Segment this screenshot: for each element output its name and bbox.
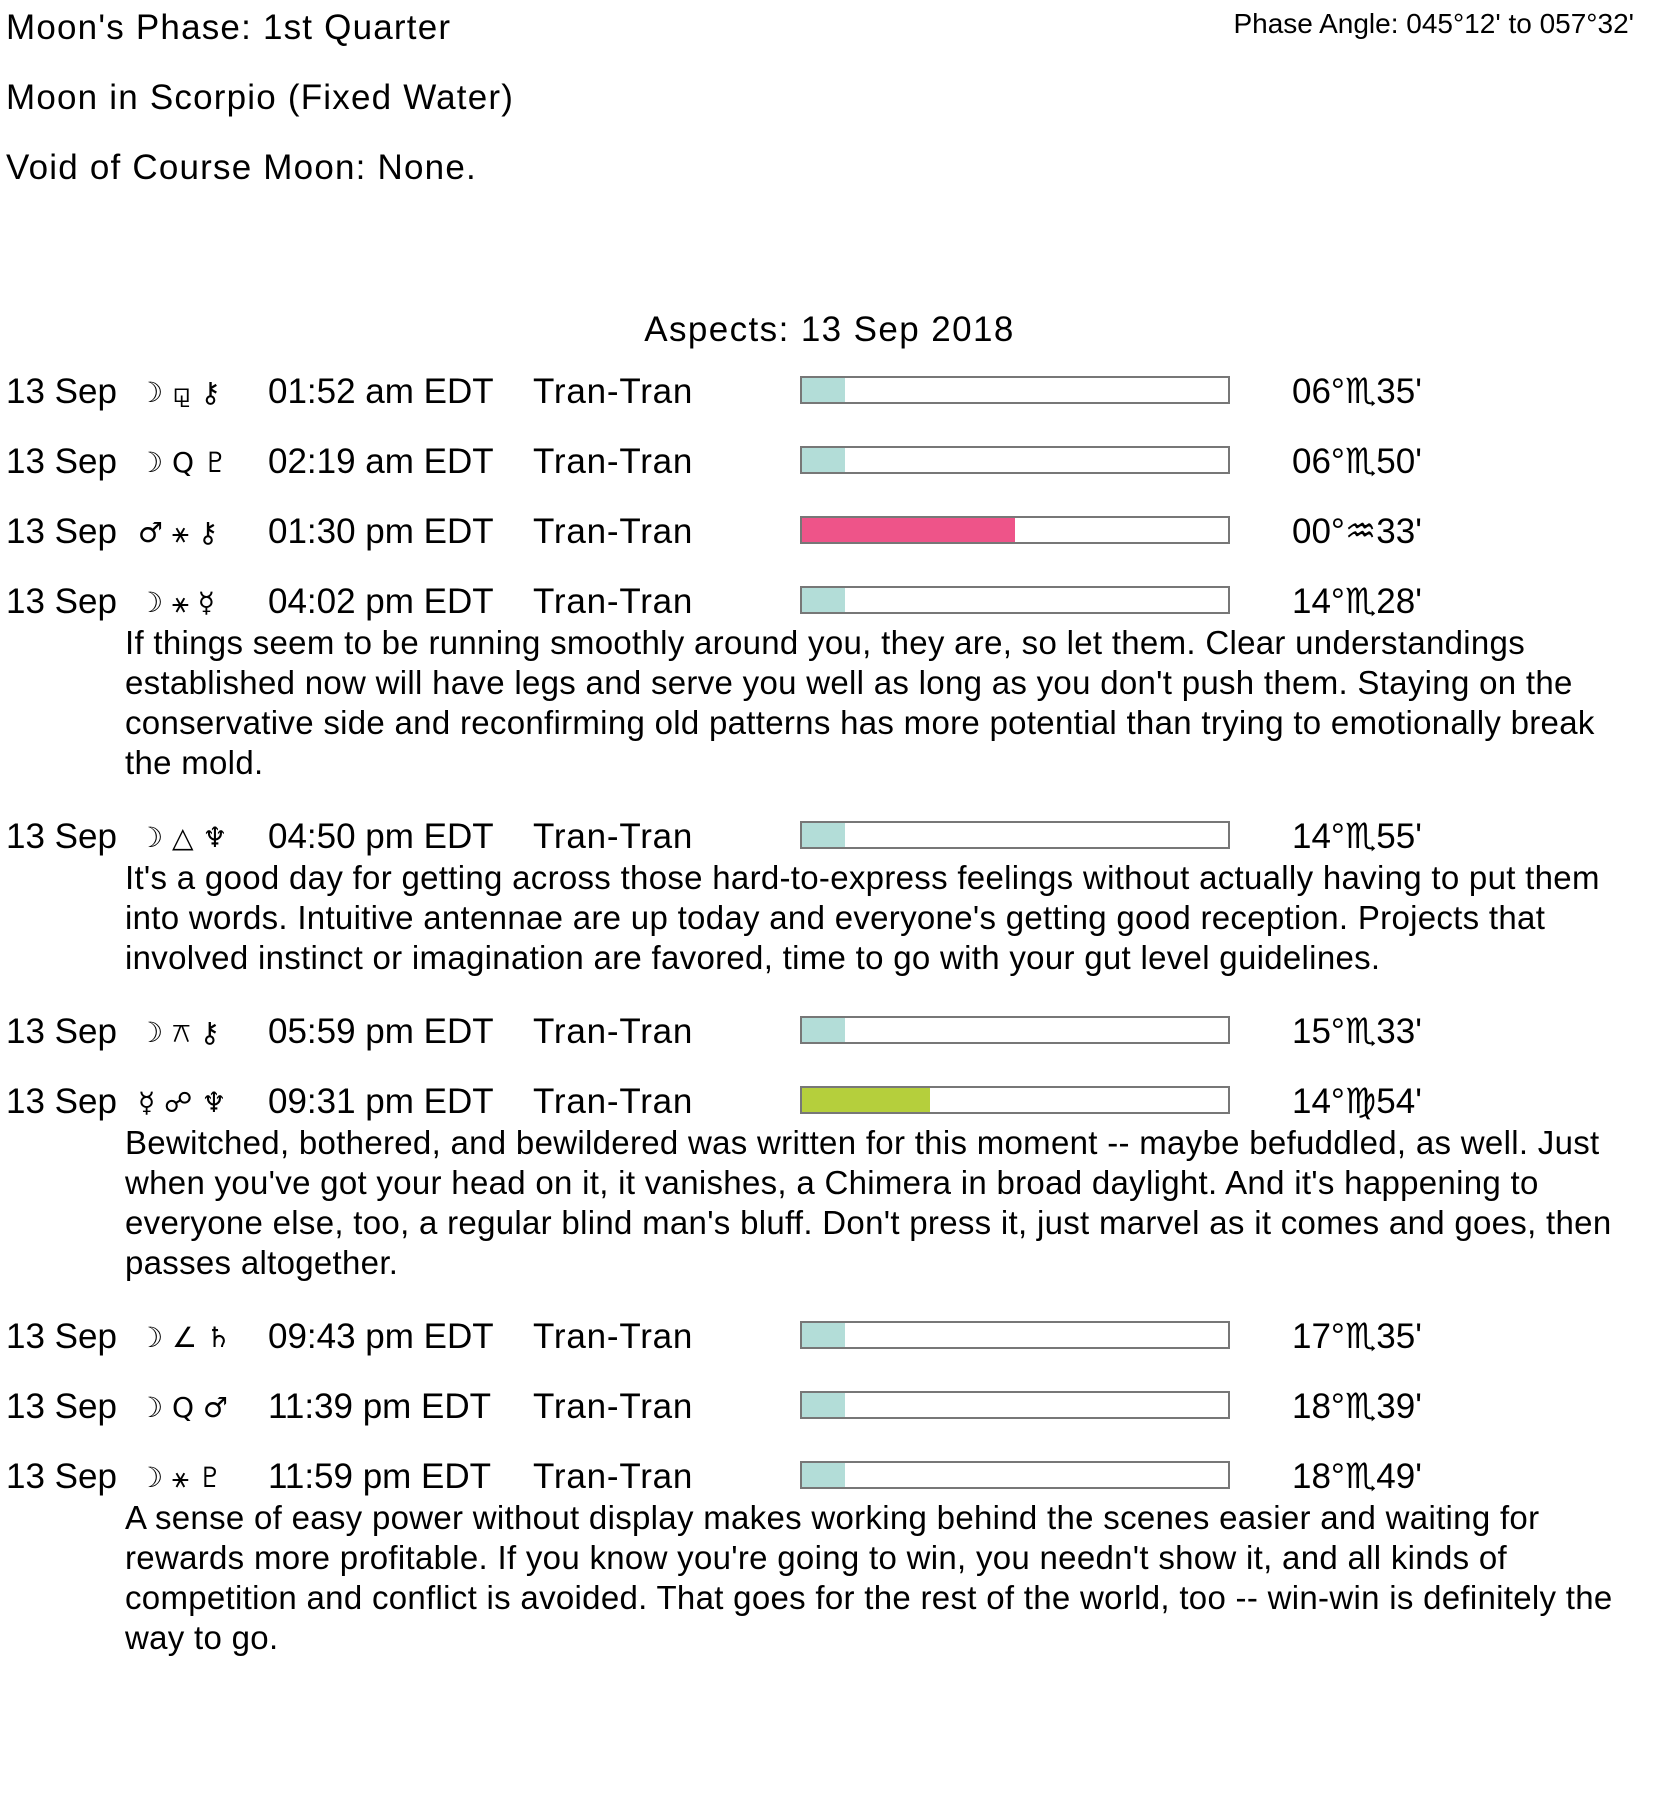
- aspect-entry: [0, 373, 1659, 411]
- aspect-date: 13 Sep: [6, 1387, 117, 1426]
- aspects-title: Aspects: 13 Sep 2018: [644, 310, 1015, 349]
- moon-sign-line: Moon in Scorpio (Fixed Water): [6, 78, 515, 117]
- aspect-time: 04:50 pm EDT: [268, 817, 494, 856]
- aspect-row: [0, 373, 1659, 411]
- aspect-date: 13 Sep: [6, 817, 117, 856]
- aspect-entry: [0, 1318, 1659, 1356]
- aspect-date: 13 Sep: [6, 442, 117, 481]
- aspect-description: A sense of easy power without display makes working behind the scenes easier and waiting for rewards more profitable. If you know you're going to win, you needn't show it, and all kinds of competition and conflict is avoided. That goes for the rest of the world, too -- win-win is definitely the way to go.: [125, 1499, 1613, 1656]
- aspect-symbols: ☽ Q ♂: [138, 1391, 229, 1424]
- aspect-entry: [0, 1013, 1659, 1051]
- aspect-row: [0, 443, 1659, 481]
- aspect-type: Tran-Tran: [533, 1387, 694, 1426]
- strength-bar: [800, 1321, 1230, 1349]
- strength-bar: [800, 1461, 1230, 1489]
- aspect-date: 13 Sep: [6, 1457, 117, 1496]
- aspect-type: Tran-Tran: [533, 817, 694, 856]
- aspect-type: Tran-Tran: [533, 512, 694, 551]
- aspect-type: Tran-Tran: [533, 1457, 694, 1496]
- aspect-symbols: ☽ ⚻ ⚷: [138, 1016, 221, 1049]
- aspect-time: 01:52 am EDT: [268, 372, 494, 411]
- aspect-type: Tran-Tran: [533, 1012, 694, 1051]
- aspect-date: 13 Sep: [6, 1317, 117, 1356]
- aspect-date: 13 Sep: [6, 512, 117, 551]
- strength-bar: [800, 516, 1230, 544]
- aspect-row: [0, 1013, 1659, 1051]
- aspect-row: [0, 1388, 1659, 1426]
- aspect-type: Tran-Tran: [533, 372, 694, 411]
- aspect-symbols: ♂ ⚹ ⚷: [138, 516, 219, 549]
- strength-bar-fill: [802, 1463, 845, 1487]
- aspect-entry: [0, 1388, 1659, 1426]
- strength-bar-fill: [802, 1393, 845, 1417]
- aspect-row: [0, 1083, 1659, 1121]
- aspect-entry: [0, 513, 1659, 551]
- aspect-position: 14°♍54': [1292, 1082, 1422, 1121]
- aspect-symbols: ☿ ☍ ♆: [138, 1086, 227, 1119]
- aspect-position: 18°♏49': [1292, 1457, 1422, 1496]
- aspect-row: [0, 513, 1659, 551]
- strength-bar: [800, 586, 1230, 614]
- aspect-row: [0, 1458, 1659, 1496]
- aspect-type: Tran-Tran: [533, 442, 694, 481]
- aspect-time: 11:59 pm EDT: [268, 1457, 492, 1496]
- aspect-type: Tran-Tran: [533, 1317, 694, 1356]
- aspect-date: 13 Sep: [6, 582, 117, 621]
- aspect-symbols: ☽ ⚼ ⚷: [138, 376, 221, 409]
- strength-bar-fill: [802, 588, 845, 612]
- aspect-time: 04:02 pm EDT: [268, 582, 494, 621]
- aspect-time: 05:59 pm EDT: [268, 1012, 494, 1051]
- aspect-type: Tran-Tran: [533, 1082, 694, 1121]
- aspect-position: 17°♏35': [1292, 1317, 1422, 1356]
- aspect-description: It's a good day for getting across those hard-to-express feelings without actually having to put them into words. Intuitive antennae are up today and everyone's getting good reception. Projects that involved instinct or imagination are favored, time to go with your gut level guidelines.: [125, 859, 1600, 976]
- aspect-position: 15°♏33': [1292, 1012, 1422, 1051]
- aspect-entry: [0, 443, 1659, 481]
- aspect-position: 18°♏39': [1292, 1387, 1422, 1426]
- aspect-symbols: ☽ Q ♇: [138, 446, 229, 479]
- strength-bar: [800, 821, 1230, 849]
- aspect-position: 00°♒33': [1292, 512, 1422, 551]
- strength-bar-fill: [802, 1323, 845, 1347]
- aspect-time: 09:31 pm EDT: [268, 1082, 494, 1121]
- phase-angle: Phase Angle: 045°12' to 057°32': [1233, 8, 1634, 39]
- aspect-type: Tran-Tran: [533, 582, 694, 621]
- aspect-date: 13 Sep: [6, 372, 117, 411]
- aspect-entry: [0, 1458, 1659, 1658]
- aspect-time: 09:43 pm EDT: [268, 1317, 494, 1356]
- aspect-time: 02:19 am EDT: [268, 442, 494, 481]
- aspect-symbols: ☽ △ ♆: [138, 821, 228, 854]
- aspect-description: If things seem to be running smoothly around you, they are, so let them. Clear understandings established now will have legs and serve you well as long as you don't push them. Staying on the conservative side and reconfirming old patterns has more potential than trying to emotionally break the mold.: [125, 624, 1595, 781]
- strength-bar: [800, 446, 1230, 474]
- aspect-time: 11:39 pm EDT: [268, 1387, 492, 1426]
- aspect-position: 14°♏55': [1292, 817, 1422, 856]
- aspect-date: 13 Sep: [6, 1082, 117, 1121]
- aspect-description: Bewitched, bothered, and bewildered was written for this moment -- maybe befuddled, as well. Just when you've got your head on it, it vanishes, a Chimera in broad daylight. And it's happening to everyone else, too, a regular blind man's bluff. Don't press it, just marvel as it comes and goes, then passes altogether.: [125, 1124, 1612, 1281]
- aspect-entry: [0, 818, 1659, 978]
- strength-bar-fill: [802, 823, 845, 847]
- strength-bar: [800, 376, 1230, 404]
- aspect-position: 14°♏28': [1292, 582, 1422, 621]
- strength-bar-fill: [802, 1018, 845, 1042]
- strength-bar-fill: [802, 518, 1015, 542]
- void-of-course-line: Void of Course Moon: None.: [6, 148, 477, 187]
- aspect-symbols: ☽ ⚹ ☿: [138, 586, 215, 619]
- aspect-entry: [0, 583, 1659, 783]
- strength-bar: [800, 1391, 1230, 1419]
- aspect-row: [0, 818, 1659, 856]
- aspect-entry: [0, 1083, 1659, 1283]
- aspect-position: 06°♏50': [1292, 442, 1422, 481]
- strength-bar-fill: [802, 448, 845, 472]
- strength-bar-fill: [802, 1088, 930, 1112]
- aspect-symbols: ☽ ∠ ♄: [138, 1321, 232, 1354]
- strength-bar: [800, 1016, 1230, 1044]
- strength-bar: [800, 1086, 1230, 1114]
- aspect-row: [0, 1318, 1659, 1356]
- aspect-symbols: ☽ ⚹ ♇: [138, 1461, 223, 1494]
- aspect-list: [0, 373, 1659, 1693]
- aspect-time: 01:30 pm EDT: [268, 512, 494, 551]
- aspect-date: 13 Sep: [6, 1012, 117, 1051]
- aspect-position: 06°♏35': [1292, 372, 1422, 411]
- strength-bar-fill: [802, 378, 845, 402]
- aspect-row: [0, 583, 1659, 621]
- moon-phase-line: Moon's Phase: 1st Quarter: [6, 8, 452, 47]
